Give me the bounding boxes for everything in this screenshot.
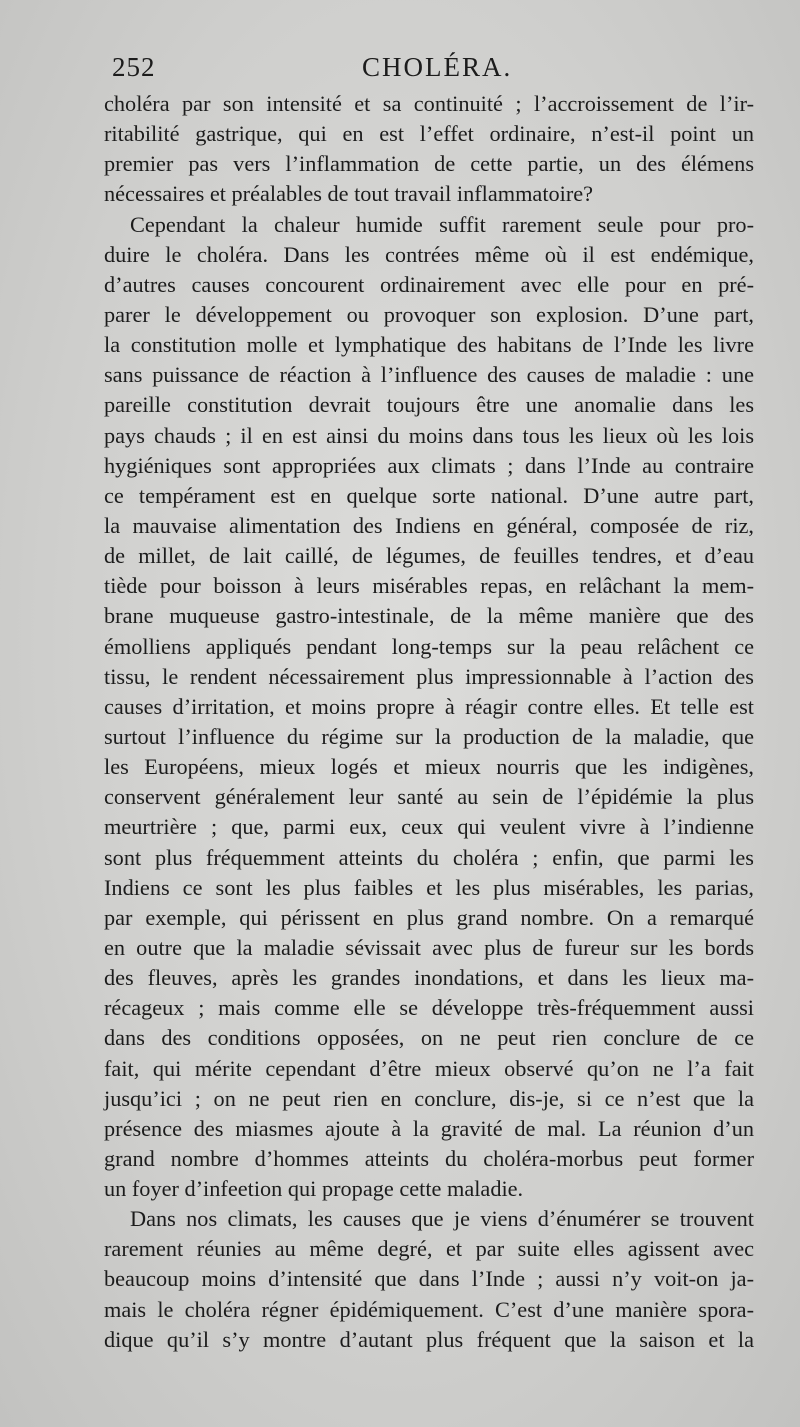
text-line: causes d’irritation, et moins propre à réagir contre elles. Et telle est (104, 693, 754, 719)
text-line: émolliens appliqués pendant long-temps sur la peau relâchent ce (104, 633, 754, 659)
text-line: rarement réunies au même degré, et par suite elles agissent avec (104, 1236, 754, 1262)
text-line: par exemple, qui périssent en plus grand nombre. On a remarqué (104, 904, 754, 930)
text-line: sont plus fréquemment atteints du choléra ; enfin, que parmi les (104, 844, 754, 870)
page-number: 252 (112, 52, 156, 82)
text-line: duire le choléra. Dans les contrées même où il est endémique, (104, 241, 754, 267)
text-line: d’autres causes concourent ordinairement avec elle pour en pré- (104, 271, 754, 297)
text-line: beaucoup moins d’intensité que dans l’Inde ; aussi n’y voit-on ja- (104, 1266, 754, 1292)
running-head (112, 52, 752, 90)
text-line: hygiéniques sont appropriées aux climats ; dans l’Inde au contraire (104, 452, 754, 478)
text-line: pareille constitution devrait toujours être une anomalie dans les (104, 392, 754, 418)
text-line: mais le choléra régner épidémiquement. C’est d’une manière spora- (104, 1296, 754, 1322)
text-line: de millet, de lait caillé, de légumes, de feuilles tendres, et d’eau (104, 543, 754, 569)
text-line: présence des miasmes ajoute à la gravité de mal. La réunion d’un (104, 1115, 754, 1141)
text-line: la mauvaise alimentation des Indiens en général, composée de riz, (104, 512, 754, 538)
text-line: pays chauds ; il en est ainsi du moins dans tous les lieux où les lois (104, 422, 754, 448)
text-line: parer le développement ou provoquer son explosion. D’une part, (104, 301, 754, 327)
text-line: dans des conditions opposées, on ne peut rien conclure de ce (104, 1025, 754, 1051)
text-line: en outre que la maladie sévissait avec plus de fureur sur les bords (104, 934, 754, 960)
text-line: jusqu’ici ; on ne peut rien en conclure, dis-je, si ce n’est que la (104, 1085, 754, 1111)
text-line: dique qu’il s’y montre d’autant plus fréquent que la saison et la (104, 1326, 754, 1352)
text-line: les Européens, mieux logés et mieux nourris que les indigènes, (104, 754, 754, 780)
text-line: Cependant la chaleur humide suffit rarement seule pour pro- (130, 211, 754, 237)
text-line: la constitution molle et lymphatique des habitans de l’Inde les livre (104, 332, 754, 358)
text-line: ritabilité gastrique, qui en est l’effet ordinaire, n’est-il point un (104, 121, 754, 147)
text-line: premier pas vers l’inflammation de cette partie, un des élémens (104, 151, 754, 177)
text-line: sans puissance de réaction à l’influence des causes de maladie : une (104, 362, 754, 388)
text-line: un foyer d’infeetion qui propage cette maladie. (104, 1176, 524, 1202)
text-line: conservent généralement leur santé au sein de l’épidémie la plus (104, 784, 754, 810)
text-line: meurtrière ; que, parmi eux, ceux qui veulent vivre à l’indienne (104, 814, 754, 840)
text-line: surtout l’influence du régime sur la production de la maladie, que (104, 723, 754, 749)
text-line: grand nombre d’hommes atteints du choléra-morbus peut former (104, 1145, 754, 1171)
text-line: nécessaires et préalables de tout travail inflammatoire? (104, 181, 594, 207)
text-line: fait, qui mérite cependant d’être mieux observé qu’on ne l’a fait (104, 1055, 754, 1081)
body-text (104, 89, 754, 1355)
text-line: brane muqueuse gastro-intestinale, de la même manière que des (104, 603, 754, 629)
text-line: récageux ; mais comme elle se développe très-fréquemment aussi (104, 995, 754, 1021)
text-line: des fleuves, après les grandes inondations, et dans les lieux ma- (104, 965, 754, 991)
running-title: CHOLÉRA. (362, 52, 513, 82)
text-line: choléra par son intensité et sa continuité ; l’accroissement de l’ir- (104, 91, 754, 116)
text-line: ce tempérament est en quelque sorte national. D’une autre part, (104, 482, 754, 508)
text-line: tiède pour boisson à leurs misérables repas, en relâchant la mem- (104, 573, 754, 599)
text-line: Indiens ce sont les plus faibles et les plus misérables, les parias, (104, 874, 754, 900)
text-line: Dans nos climats, les causes que je viens d’énumérer se trouvent (130, 1206, 754, 1232)
text-line: tissu, le rendent nécessairement plus impressionnable à l’action des (104, 663, 754, 689)
